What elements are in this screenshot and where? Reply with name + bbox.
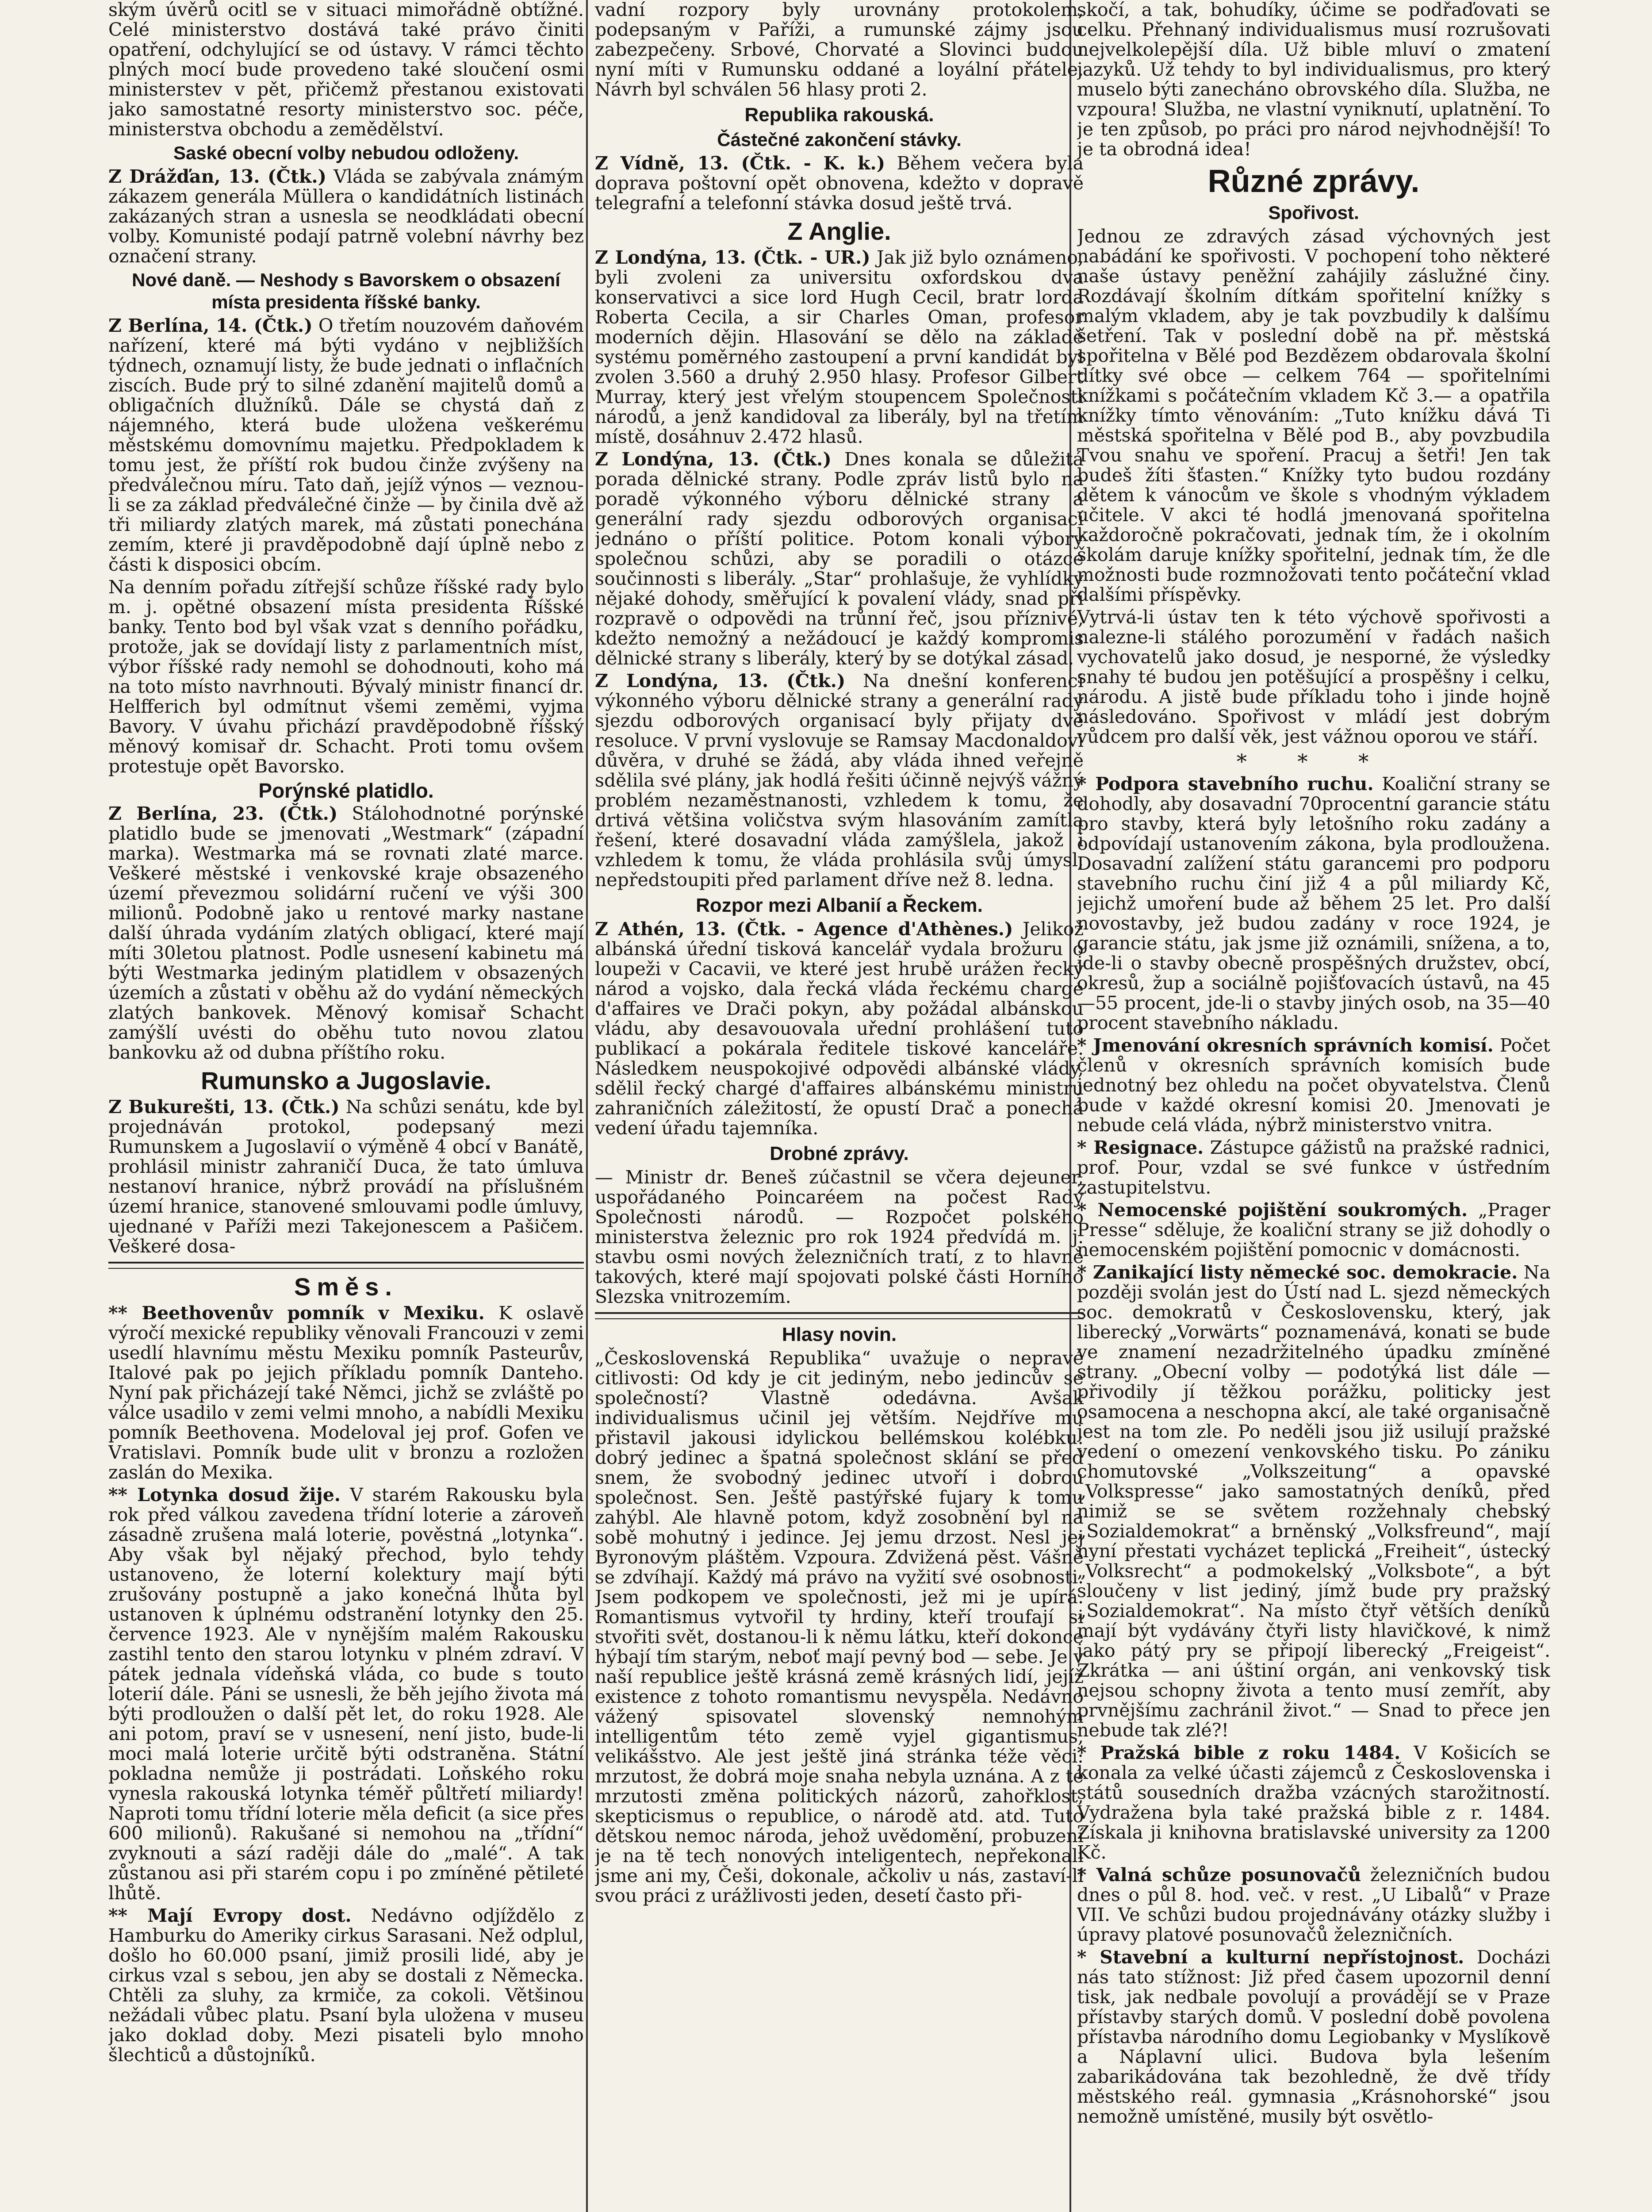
item-body: V Košicích se konala za velké účasti zájemců z Československa i států sousedních dražba vzácných starožitností. Vydražena byla také pražská bible z r. 1484. Získala ji knihovna bratislavské university za 1200 Kč. <box>1077 1742 1550 1863</box>
headline-porynske-platidlo: Porýnské platidlo. <box>258 779 434 802</box>
article-nove-dane <box>108 316 584 575</box>
dateline: Z Berlína, 14. (Čtk.) <box>108 315 313 336</box>
headline-drobne-zpravy: Drobné zprávy. <box>770 1143 909 1164</box>
article-albanie <box>595 919 1084 1138</box>
article-body: Na dnešní konferenci výkonného výboru dělnické strany a generální rady sjezdu odborových organisací byly přijaty dvě resoluce. V první vyslovuje se Ramsay Macdonaldovi důvěra, v druhé se žádá, aby vláda ihned veřejně sdělila své plány, jak hodlá řešiti účinně nejvýš vážný problém nezaměstnanosti, vzhledem k tomu, že drtivá většina voličstva svým hlasováním zamítla řešení, které dosavadní vláda zamýšlela, jakož i vzhledem k tomu, že vláda prohlásila svůj úmysl, nepředstoupiti před parlament dříve než 8. ledna. <box>595 670 1084 891</box>
article-body: Na schůzi senátu, kde byl projednáván protokol, podepsaný mezi Rumunskem a Jugoslavií o výměně 4 obcí v Banátě, prohlásil ministr zahraničí Duca, že tato úmluva nestanoví hranice, nýbrž provádí na příslušném území hranice, stanovené smlouvami podle úmluvy, ujednané v Paříži mezi Takejonescem a Pašičem. Veškeré dosa- <box>108 1096 584 1257</box>
item-lead: * Jmenování okresních správních komisí. <box>1077 1035 1494 1056</box>
dateline: Z Athén, 13. (Čtk. - Agence d'Athènes.) <box>595 918 1013 940</box>
item-lead: * Nemocenské pojištění soukromých. <box>1077 1199 1468 1221</box>
headline-nove-dane: Nové daně. — Neshody s Bavorskem o obsazení místa presidenta říšské banky. <box>132 269 560 312</box>
item-body: Nedávno odjíždělo z Hamburku do Ameriky cirkus Sarasani. Než odplul, došlo ho 60.000 psaní, jimiž prosili lidé, aby je cirkus vzal s sebou, jen aby se dostali z Německa. Chtěli za sluhy, za krmiče, za cokoli. Většinou nežádali vůbec platu. Psaní byla uložena v museu jako doklad doby. Mezi pisateli bylo mnoho šlechticů a důstojníků. <box>108 1905 584 2066</box>
article-continuation: ským úvěrů ocitl se v situaci mimořádně obtížné. Celé ministerstvo dostává také právo činiti opatření, odchylující se od ústavy. V rámci těchto plných mocí bude provedeno také sloučení osmi ministerstev v pět, přičemž přestanou existovati jako samostatné resorty ministerstvo soc. péče, ministerstva obchodu a zemědělství. <box>108 0 584 140</box>
item-lead: ** Beethovenův pomník v Mexiku. <box>108 1302 485 1324</box>
article-anglie-1 <box>595 248 1084 447</box>
item-stavebni <box>1077 1947 1550 2127</box>
article-porynske <box>108 804 584 1063</box>
column-2 <box>595 0 1084 2212</box>
item-lead: * Zanikající listy německé soc. demokracie. <box>1077 1262 1518 1283</box>
article-body: O třetím nouzovém daňovém nařízení, které má býti vydáno v nejbližších týdnech, oznamují listy, že bude jednati o inflačních ziscích. Bude prý to silné zdanění majitelů domů a obligačních dlužníků. Dále se chystá daň z nájemného, která bude uložena veškerému městskému domovnímu majetku. Předpokladem k tomu jest, že příští rok budou činže zvýšeny na předválečnou míru. Tato daň, jejíž výnos — veznou-li se za základ předválečné činže — by činila dvě až tři miliardy zlatých marek, má zůstati ponechána zemím, které ji pravděpodobně dají úplně nebo z části k disposici obcím. <box>108 315 584 575</box>
section-title-ruzne-zpravy: Různé zprávy. <box>1207 164 1420 199</box>
article-continuation: vadní rozpory byly urovnány protokolem, podepsaným v Paříži, a rumunské zájmy jsou zabezpečeny. Srbové, Chorvaté a Slovinci budou nyní míti v Rumunsku oddané a loyální přátele. Návrh byl schválen 56 hlasy proti 2. <box>595 0 1084 100</box>
item-body: Koaliční strany se dohodly, aby dosavadní 70procentní garancie státu pro stavby, která byly letošního roku zadány a odpovídají ustanovením zákona, byla prodloužena. Dosavadní zalížení státu garancemi pro podporu stavebního ruchu činí již 4 a půl miliardy Kč, jejichž umoření bude až během 25 let. Pro další novostavby, jež budou zadány v roce 1924, je garancie státu, jak jsme již oznámili, snížena, a to, jde-li o stavby obecně prospěšných družstev, obcí, okresů, žup a sociálně pojišťovacích ústavů, na 45—55 procent, jde-li o stavby jiných osob, na 35—40 procent stavebního nákladu. <box>1077 773 1550 1033</box>
headline-republika-rakouska: Republika rakouská. <box>744 104 934 126</box>
headline-sporivost: Spořivost. <box>1268 202 1359 223</box>
headline-saske-volby: Saské obecní volby nebudou odloženy. <box>173 142 519 163</box>
item-evropy <box>108 1906 584 2065</box>
article-rakousko <box>595 154 1084 213</box>
dateline: Z Londýna, 13. (Čtk. - UR.) <box>595 247 870 268</box>
article-anglie-3 <box>595 671 1084 890</box>
item-body: K oslavě výročí mexické republiky věnovali Francouzi v zemi usedlí hlavnímu městu Mexiku pomník Pasteurův, Italové pak po jejich příkladu pomník Danteho. Nyní pak přicházejí také Němci, jichž se zvláště po válce usadilo v zemi velmi mnoho, a nabídli Mexiku pomník Beethovena. Modeloval jej prof. Gofen ve Vratislavi. Pomník bude ulit v bronzu a rozložen zaslán do Mexika. <box>108 1302 584 1483</box>
section-stars: * * * <box>1236 749 1391 773</box>
item-lotynka <box>108 1485 584 1903</box>
item-lead: ** Mají Evropy dost. <box>108 1905 352 1926</box>
dateline: Z Bukurešti, 13. (Čtk.) <box>108 1096 340 1118</box>
item-zanikajici-listy <box>1077 1263 1550 1740</box>
headline-rumunsko: Rumunsko a Jugoslavie. <box>201 1067 491 1094</box>
article-sporivost-1: Jednou ze zdravých zásad výchovných jest nabádání ke spořivosti. V pochopení toho některé naše ústavy peněžní zahájily záslužné činy. Rozdávají školním dítkám spořitelní knížky s malým vkladem, aby je tak povzbudily k dalšímu šetření. Tak v poslední době na př. městská spořitelna v Bělé pod Bezdězem obdarovala školní dítky své obce — celkem 764 — spořitelními knížkami s počátečním vkladem Kč 3.— a opatřila knížky tímto věnováním: „Tuto knížku dává Ti městská spořitelna v Bělé pod B., aby povzbudila Tvou snahu ve spoření. Pracuj a šetři! Jen tak budeš žíti šťasten.“ Knížky tyto budou rozdány dětem k vánocům ve škole s vhodným výkladem učitele. V akci té hodlá jmenovaná spořitelna každoročně pokračovati, jednak tím, že i okolním školám daruje knížky spořitelní, jednak tím, že dle možnosti bude rozmnožovati tento počáteční vklad dalšími příspěvky. <box>1077 226 1550 605</box>
item-lead: * Stavební a kulturní nepřístojnost. <box>1077 1947 1464 1968</box>
article-nove-dane-2: Na denním pořadu zítřejší schůze říšské rady bylo m. j. opětné obsazení místa presidenta Říšské banky. Tento bod byl však vzat s denního pořádku, protože, jak se dovídají listy z parlamentních míst, výbor říšské rady nemohl se dohodnouti, koho má na toto místo navrhnouti. Bývalý ministr financí dr. Helfferich byl odmítnut všemi zeměmi, vyjma Bavory. V úvahu přichází pravděpodobně říšský měnový komisař dr. Schacht. Proti tomu ovšem protestuje opět Bavorsko. <box>108 576 584 777</box>
section-divider <box>595 1312 1084 1319</box>
article-continuation: skočí, a tak, bohudíky, účime se podřaďovati se celku. Přehnaný individualismus musí rozrušovati nejvelkolepější díla. Už bible mluví o zmatení jazyků. Už tehdy to byl individualismus, pro který muselo býti zanecháno obrovského díla. Služba, ne vzpoura! Služba, ne vlastní vyniknutí, uplatnění. To je ten způsob, po práci pro národ nejvhodnější! To je ta obrodná idea! <box>1077 0 1550 160</box>
item-lead: * Resignace. <box>1077 1137 1204 1158</box>
article-body: Dnes konala se důležitá porada dělnické strany. Podle zpráv listů bylo na poradě výkonného výboru dělnické strany a generální rady sjezdu odborových organisací jednáno o příští politice. Potom konali výbory společnou schůzi, aby se poradili o otázce součinnosti s liberály. „Star“ prohlašuje, že vyhlídky nějaké dohody, směřující k povalení vlády, snad při rozpravě o odpovědi na trůnní řeč, jsou příznivé, kdežto nemožný a nežádoucí je každý kompromis dělnické strany s liberály, který by se dotýkal zásad. <box>595 449 1084 669</box>
article-body: Vláda se zabývala známým zákazem generála Müllera o kandidátních listinách zakázaných stran a usnesla se neodkládati obecní volby. Komunisté podají patrně volební návrhy bez označení strany. <box>108 166 584 267</box>
article-sporivost-2: Vytrvá-li ústav ten k této výchově spořivosti a nalezne-li stálého porozumění v řadách našich vychovatelů jako dosud, je nesporné, že výsledky snahy té budou jen potěšující a prospěšny i celku, národu. A jistě bude příkladu toho i jinde hojně následováno. Spořivost v mládí jest dobrým vůdcem pro další věk, jest vážnou oporou ve stáří. <box>1077 607 1550 747</box>
item-resignace <box>1077 1138 1550 1198</box>
headline-hlasy-novin: Hlasy novin. <box>782 1324 897 1345</box>
item-body: Na později svolán jest do Ústí nad L. sjezd německých soc. demokratů v Československu, který, jak liberecký „Vorwärts“ poznamenává, konati se bude ve znamení nezadržitelného úpadku zmíněné strany. „Obecní volby — podotýká list dále — přivodily jí těžkou porážku, politicky jest osamocena a neschopna akcí, ale také organisačně jest na tom zle. Po neděli jsou již usilují pražské vedení o omezení venkovského tisku. Po zániku chomutovské „Volkszeitung“ a opavské „Volkspresse“ jako samostatných deníků, před nimiž se se světem rozžehnaly chebský „Sozialdemokrat“ a brněnský „Volksfreund“, mají nyní přestati vycházet teplická „Freiheit“, ústecký „Volksrecht“ a podmokelský „Volksbote“, a být sloučeny v list jediný, jímž bude pry pražský „Sozialdemokrat“. Na místo čtyř větších deníků mají být vydávány čtyři listy hlavičkové, k nimž jako pátý pry se připojí liberecký „Freigeist“. Zkrátka — ani úštiní orgán, ani venkovský tisk nejsou schopny života a tento musí zemřít, aby prvnějšímu zachránil život.“ — Snad to přece jen nebude tak zlé?! <box>1077 1262 1550 1741</box>
article-saske <box>108 167 584 266</box>
article-body: Jak již bylo oznámeno, byli zvoleni za universitu oxfordskou dva konservativci a sice lord Hugh Cecil, bratr lorda Roberta Cecila, a sir Charles Oman, profesor moderních dějin. Hlasování se dělo na základě systému poměrného zastoupení a první kandidát byl zvolen 3.560 a druhý 2.950 hlasy. Profesor Gilbert Murray, který jest vřelým stoupencem Společnosti národů, a jenž kandidoval za liberály, byl na třetím místě, dosáhnuv 2.472 hlasů. <box>595 247 1084 447</box>
item-jmenovani <box>1077 1036 1550 1135</box>
section-divider <box>108 1262 584 1269</box>
subheadline-stavky: Částečné zakončení stávky. <box>717 129 962 150</box>
article-body: Během večera byla doprava poštovní opět obnovena, kdežto v dopravě telegrafní a telefonní stávka dosud ještě trvá. <box>595 153 1084 214</box>
article-anglie-2 <box>595 449 1084 668</box>
item-body: Počet členů v okresních správních komisích bude jednotný bez ohledu na počet obyvatelstva. Členů bude v každé okresní komisi 20. Jmenovati je nebude celá vláda, nýbrž ministerstvo vnitra. <box>1077 1035 1550 1136</box>
article-drobne: — Ministr dr. Beneš zúčastnil se včera dejeuner, uspořádaného Poincaréem na počest Rady Společnosti národů. — Rozpočet polského ministerstva železnic pro rok 1924 předvídá m. j. stavbu osmi nových železničních tratí, z to hlavně takových, které mají spojovati polské části Horního Slezska vnitrozemím. <box>595 1167 1084 1307</box>
item-lead: * Podpora stavebního ruchu. <box>1077 773 1374 795</box>
dateline: Z Londýna, 13. (Čtk.) <box>595 449 832 470</box>
article-body: Jelikož albánská úřední tisková kancelář vydala brožuru o loupeži v Cacavii, ve které jest hrubě urážen řecký národ a vojsko, dala řecká vláda řeckému chargé d'affaires ve Drači pokyn, aby požádal albánskou vládu, aby desavouovala uřední prohlášení tuto publikací a pokárala ředitele tiskové kanceláře. Následkem neuspokojivé odpovědi albánské vlády, sdělil řecký chargé d'affaires albánskému ministru zahraničních záležitostí, že opustí Drač a ponechá vedení úřadu tajemníka. <box>595 918 1084 1139</box>
headline-albanie-recko: Rozpor mezi Albanií a Řeckem. <box>696 895 983 916</box>
item-lead: ** Lotynka dosud žije. <box>108 1484 341 1505</box>
item-body: V starém Rakousku byla rok před válkou zavedena třídní loterie a zároveň zásadně zrušena malá loterie, pověstná „lotynka“. Aby však byl nějaký přechod, bylo tehdy ustanoveno, že loterní kolektury mají býti zrušovány postupně a jako konečná lhůta byl ustanoven k úplnému odstranění lotynky den 25. července 1923. Ale v nynějším malém Rakousku zastihl tento den starou lotynku v plném zdraví. V pátek jednala vídeňská vláda, co bude s touto loterií dále. Páni se usnesli, že běh jejího života má býti prodloužen o další pět let, do roku 1928. Ale ani potom, praví se v usnesení, není jisto, bude-li moci malá loterie určitě býti odstraněna. Státní pokladna nemůže ji postrádati. Loňského roku vynesla rakouská lotynka téměř půltřetí miliardy! Naproti tomu třídní loterie měla deficit (a sice přes 600 milionů). Rakušané si nemohou na „třídní“ zvyknouti a sází raději dále do „malé“. A tak zůstanou asi při starém copu i po zmíněné pětileté lhůtě. <box>108 1484 584 1904</box>
article-rumunsko <box>108 1097 584 1256</box>
column-1 <box>108 0 584 2212</box>
item-beethoven <box>108 1303 584 1482</box>
item-nemocenske <box>1077 1200 1550 1260</box>
item-podpora <box>1077 774 1550 1033</box>
headline-z-anglie: Z Anglie. <box>787 217 891 245</box>
item-body: železničních budou dnes o půl 8. hod. več. v rest. „U Libalů“ v Praze VII. Ve schůzi budou projednávány otázky služby i úpravy platové posunovačů železničních. <box>1077 1864 1550 1945</box>
article-hlasy: „Československá Republika“ uvažuje o nepravé citlivosti: Od kdy je cit jediným, nebo jedincův se společností? Vlastně odedávna. Avšak individualismus učinil jej větším. Nejdříve mu přistavil jakousi idylickou bellémskou kolébku: dobrý jedinec a špatná společnost sklání se před snem, že svobodný jedinec utvoří i dobrou společnost. Sen. Ještě pastýřské fujary k tomu zahýbl. Ale hlavně potom, když zosobnění byl na sobě mohutný i jedince. Jej jemu drzost. Nesl jej Byronovým pláštěm. Vzpoura. Zdvižená pěst. Vášně se zdvíhají. Každý má právo na vyžití své osobnosti. Jsem podkopem ve společnosti, jež mi je upírá. Romantismus vytvořil ty hrdiny, kteří troufají si stvořiti svět, dostanou-li k němu látku, kteří dokonce hýbají tím starým, neboť mají pevný bod — sebe. Je v naší republice ještě krásná země krásných lidí, jejíž existence z tohoto romantismu nevyspěla. Nedávno vážený spisovatel slovenský nemnohým intelligentům této země vyjel gigantismus, velikášstvo. Ale jest ještě jiná stránka téže věci: mrzutost, že dobrá moje snaha nebyla uznána. A z té mrzutosti změna politických názorů, zahořklost, skepticismus o republice, o národě atd. atd. Tuto dětskou nemoc národa, jehož uvědomění, probuzení je na tě tech nonových inteligentech, nepřekonali jsme ani my, Češi, dokonale, ačkoliv u nás, zastaví-li svou práci z urážlivosti jeden, desetí často při- <box>595 1348 1084 1906</box>
column-3 <box>1077 0 1550 2212</box>
section-title-smes: Směs. <box>294 1273 398 1301</box>
column-rule <box>586 0 588 2212</box>
item-posunovaci <box>1077 1865 1550 1945</box>
item-body: Docházi nás tato stížnost: Již před časem upozornil denní tisk, jak nedbale povolují a provádějí se v Praze přístavby starých domů. V poslední době povolena přístavba národního domu Legiobanky v Myslíkově a Náplavní ulici. Budova byla lešením zabarikádována tak bezohledně, že dvě třídy městského reál. gymnasia „Krásnohorské“ jsou nemožně umístěné, musily být osvětlo- <box>1077 1947 1550 2127</box>
item-lead: * Pražská bible z roku 1484. <box>1077 1742 1401 1763</box>
dateline: Z Berlína, 23. (Čtk.) <box>108 803 338 824</box>
item-lead: * Valná schůze posunovačů <box>1077 1864 1361 1886</box>
item-prazska-bible <box>1077 1743 1550 1863</box>
item-body: Zástupce gážistů na pražské radnici, prof. Pour, vzdal se své funkce v ústředním zastupitelstvu. <box>1077 1137 1550 1198</box>
article-body: Stálohodnotné porýnské platidlo bude se jmenovati „Westmark“ (západní marka). Westmarka má se rovnati zlaté marce. Veškeré městské i venkovské kraje obsazeného území převezmou solidární ručení ve výši 300 milionů. Podobně jako u rentové marky nastane další úhrada vydáním zlatých obligací, které mají míti 30letou platnost. Podle usnesení kabinetu má býti Westmarka jediným platidlem v obsazených územích a zůstati v oběhu až do vydání německých zlatých bankovek. Měnový komisař Schacht zamýšlí uvésti do oběhu tuto novou zlatou bankovku až od dubna příštího roku. <box>108 803 584 1063</box>
item-body: „Prager Presse“ sděluje, že koaliční strany se již dohodly o nemocenském pojištění pomocnic v domácnosti. <box>1077 1199 1550 1260</box>
dateline: Z Drážďan, 13. (Čtk.) <box>108 166 326 187</box>
dateline: Z Londýna, 13. (Čtk.) <box>595 670 846 691</box>
dateline: Z Vídně, 13. (Čtk. - K. k.) <box>595 153 885 174</box>
